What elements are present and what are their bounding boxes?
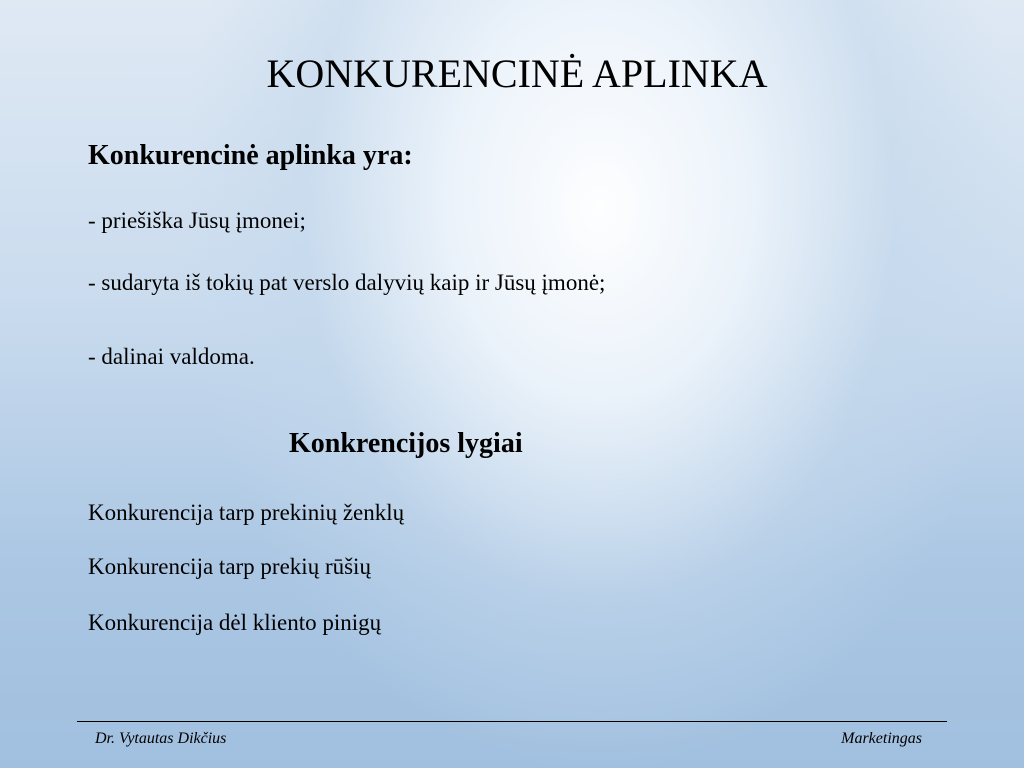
slide-title: KONKURENCINĖ APLINKA <box>266 51 768 96</box>
levels-heading: Konkrencijos lygiai <box>289 428 523 459</box>
level-item: Konkurencija dėl kliento pinigų <box>88 610 382 635</box>
level-item: Konkurencija tarp prekių rūšių <box>88 554 371 579</box>
footer-author: Dr. Vytautas Dikčius <box>95 730 227 747</box>
definition-item: - sudaryta iš tokių pat verslo dalyvių kaip ir Jūsų įmonė; <box>88 270 606 295</box>
definition-heading: Konkurencinė aplinka yra: <box>88 140 413 171</box>
definition-item: - priešiška Jūsų įmonei; <box>88 208 306 233</box>
footer-divider <box>77 721 947 722</box>
footer-course: Marketingas <box>841 730 922 747</box>
level-item: Konkurencija tarp prekinių ženklų <box>88 500 405 525</box>
definition-item: - dalinai valdoma. <box>88 344 255 369</box>
